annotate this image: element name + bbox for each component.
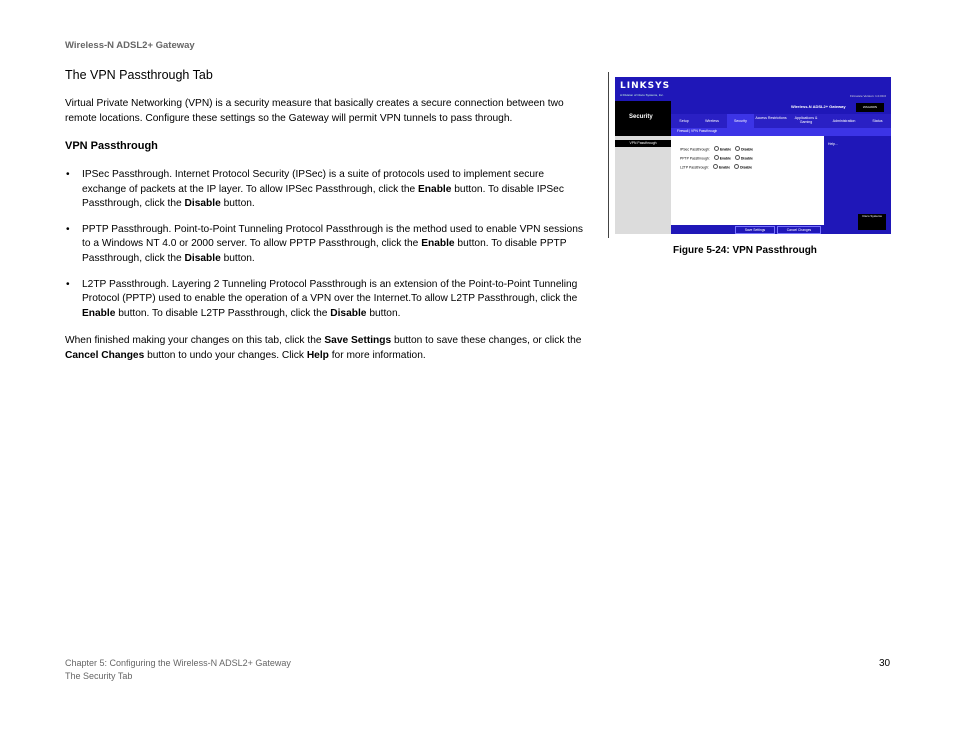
footer-chapter: Chapter 5: Configuring the Wireless-N ADSL2+ Gateway xyxy=(65,658,291,668)
running-header: Wireless-N ADSL2+ Gateway xyxy=(65,40,195,51)
figure-vpn-passthrough-screenshot xyxy=(608,72,891,238)
figure-tab-security[interactable]: Security xyxy=(727,114,754,128)
figure-page-label-box xyxy=(615,101,671,136)
figure-left-panel xyxy=(615,136,671,234)
figure-help-link[interactable]: Help... xyxy=(828,142,838,146)
radio-disable-icon[interactable] xyxy=(735,155,740,160)
logo-subtitle: A Division of Cisco Systems, Inc. xyxy=(620,93,664,97)
figure-section-label: VPN Passthrough xyxy=(615,140,671,147)
bullet-ipsec: • IPSec Passthrough. Internet Protocol Security (IPSec) is a suite of protocols used to implement secure exchange of packets at the IP layer. To allow IPSec Passthrough, click the Enable button. To disable IPSec Passthrough, click the Disable button. xyxy=(65,168,590,212)
bullet-list xyxy=(65,168,590,332)
figure-save-settings-button[interactable]: Save Settings xyxy=(735,226,775,234)
page-number: 30 xyxy=(879,658,891,669)
figure-model-number: WAG300N xyxy=(856,103,884,112)
figure-tab-access-restrictions[interactable]: Access Restrictions xyxy=(755,116,787,120)
radio-enable-icon[interactable] xyxy=(714,146,719,151)
figure-caption: Figure 5-24: VPN Passthrough xyxy=(673,245,817,256)
radio-enable-icon[interactable] xyxy=(713,164,718,169)
bullet-l2tp: • L2TP Passthrough. Layering 2 Tunneling Protocol Passthrough is an extension of the Point-to-Point Tunneling Protocol (PPTP) used to enable the operation of a VPN over the Internet.To allow L2TP Passthrough, click the Enable button. To disable L2TP Passthrough, click the Disable button. xyxy=(65,278,590,322)
figure-subtab-bar xyxy=(671,128,891,136)
figure-tab-wireless[interactable]: Wireless xyxy=(705,119,719,123)
linksys-logo: LINKSYS xyxy=(620,81,671,91)
radio-disable-icon[interactable] xyxy=(734,164,739,169)
figure-subtabs[interactable]: Firewall | VPN Passthrough xyxy=(677,129,718,133)
figure-page-label: Security xyxy=(629,114,653,120)
radio-enable-icon[interactable] xyxy=(714,155,719,160)
figure-row-l2tp: L2TP Passthrough: Enable Disable xyxy=(680,165,753,170)
figure-tab-administration[interactable]: Administration xyxy=(832,119,856,123)
footer-section: The Security Tab xyxy=(65,671,133,681)
bullet-pptp: • PPTP Passthrough. Point-to-Point Tunneling Protocol Passthrough is the method used to enable VPN sessions to a Windows NT 4.0 or 2000 server. To allow PPTP Passthrough, click the Enable button. To disable PPTP Passthrough, click the Disable button. xyxy=(65,223,590,267)
figure-tab-applications-gaming[interactable]: Applications & Gaming xyxy=(794,116,818,124)
figure-tab-setup[interactable]: Setup xyxy=(679,119,689,123)
figure-model-name: Wireless-N ADSL2+ Gateway xyxy=(791,104,846,109)
figure-row-pptp: PPTP Passthrough: Enable Disable xyxy=(680,156,753,161)
figure-tab-status[interactable]: Status xyxy=(872,119,883,123)
cisco-logo: Cisco Systems xyxy=(858,214,886,230)
intro-paragraph: Virtual Private Networking (VPN) is a security measure that basically creates a secure connection between two remote locations. Configure these settings so the Gateway will permit VPN tunnels to pass through. xyxy=(65,98,564,124)
figure-row-ipsec: IPSec Passthrough: Enable Disable xyxy=(680,147,754,152)
figure-cancel-changes-button[interactable]: Cancel Changes xyxy=(777,226,821,234)
section-title: The VPN Passthrough Tab xyxy=(65,68,213,82)
page-footer xyxy=(65,657,291,683)
subheading-vpn-passthrough: VPN Passthrough xyxy=(65,140,158,152)
closing-paragraph: When finished making your changes on this tab, click the Save Settings button to save these changes, or click the Cancel Changes button to undo your changes. Click Help for more information. xyxy=(65,335,582,361)
figure-tab-bar xyxy=(671,114,891,128)
figure-help-panel xyxy=(824,136,891,234)
radio-disable-icon[interactable] xyxy=(735,146,740,151)
figure-model-bar xyxy=(671,101,891,114)
figure-button-bar xyxy=(671,225,824,234)
firmware-version: Firmware Version: 1.0.00.0 xyxy=(850,94,886,98)
figure-settings-panel xyxy=(671,136,824,225)
figure-header-bar xyxy=(615,77,891,101)
